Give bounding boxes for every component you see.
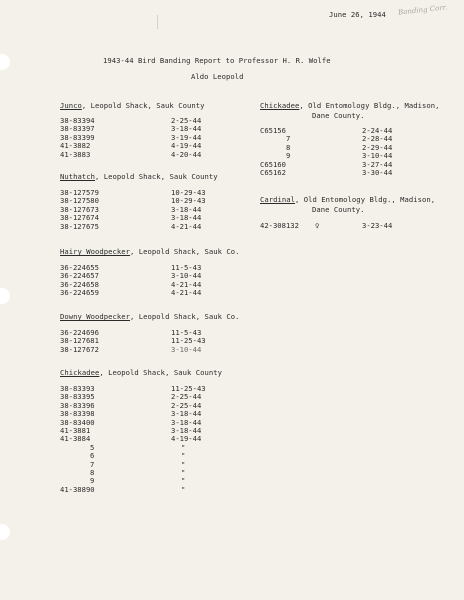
record-date: 11-25-43 <box>171 336 206 346</box>
band-records-junco <box>60 117 220 159</box>
band-number: 38-127580 <box>60 196 99 206</box>
band-number: 42-308132 <box>260 221 299 230</box>
section-heading-chickadee-sauk <box>60 368 222 377</box>
band-number: C65160 <box>260 159 286 169</box>
species-name: Hairy Woodpecker <box>60 247 131 256</box>
record-row <box>60 444 220 452</box>
sex-symbol: ♀ <box>315 221 320 230</box>
section-heading-nuthatch <box>60 172 218 181</box>
record-row <box>60 486 220 494</box>
report-title: 1943-44 Bird Banding Report to Professor H. R. Wolfe <box>103 56 331 65</box>
report-author: Aldo Leopold <box>191 72 244 81</box>
record-date: 3-27-44 <box>362 159 393 169</box>
record-date: 3-19-44 <box>171 132 202 142</box>
band-number: 41-3881 <box>60 425 91 435</box>
band-number: 41-38890 <box>60 484 95 494</box>
band-number: 38-127681 <box>60 336 99 346</box>
record-date: 3-23-44 <box>362 221 393 230</box>
record-date: 2-25-44 <box>171 116 202 125</box>
ditto-mark: " <box>181 484 186 494</box>
record-date: 4-21-44 <box>171 221 202 231</box>
record-row <box>60 469 220 477</box>
ditto-mark: " <box>181 476 186 486</box>
band-number: 36-224658 <box>60 279 99 289</box>
species-name: Junco <box>60 101 82 110</box>
record-date: 3-18-44 <box>171 417 202 427</box>
letter-date: June 26, 1944 <box>329 10 386 19</box>
record-date: 3-18-44 <box>171 124 202 134</box>
section-location: , Leopold Shack, Sauk Co. <box>130 312 240 321</box>
record-row <box>260 152 440 160</box>
binder-hole-top <box>0 54 10 70</box>
pencil-note: Banding Corr. <box>397 3 448 17</box>
band-records-chickadee-madison <box>260 127 440 177</box>
band-number: 6 <box>90 451 95 461</box>
ditto-mark: " <box>181 459 186 469</box>
record-date: 3-18-44 <box>171 204 202 214</box>
section-location: , Leopold Shack, Sauk County <box>99 368 222 377</box>
record-date: 11-25-43 <box>171 384 206 393</box>
band-number: 38-127673 <box>60 204 99 214</box>
band-number: 8 <box>90 467 95 477</box>
record-row <box>60 435 220 443</box>
record-date: 11-5-43 <box>171 328 202 337</box>
section-location: , Leopold Shack, Sauk County <box>81 101 205 110</box>
record-date: 2-25-44 <box>171 400 202 410</box>
band-number: C65156 <box>260 126 286 135</box>
record-date: 2-28-44 <box>362 134 393 144</box>
record-date: 11-5-43 <box>171 263 202 272</box>
species-name: Chickadee <box>260 101 300 110</box>
section-heading-chickadee-madison <box>260 101 439 110</box>
band-number: 36-224696 <box>60 328 99 337</box>
ditto-mark: " <box>181 467 186 477</box>
band-records-downy-woodpecker <box>60 329 220 354</box>
band-number: 38-83394 <box>60 116 95 125</box>
band-records-cardinal <box>260 222 440 230</box>
record-row <box>60 452 220 460</box>
band-number: 7 <box>90 459 95 469</box>
record-date: 10-29-43 <box>171 188 206 197</box>
ditto-mark: " <box>181 442 186 452</box>
binder-hole-middle <box>0 288 10 304</box>
record-row <box>60 461 220 469</box>
record-date: 10-29-43 <box>171 196 206 206</box>
section-location: , Leopold Shack, Sauk County <box>95 172 218 181</box>
record-date: 3-18-44 <box>171 213 202 223</box>
record-row <box>260 169 440 177</box>
section-heading-cardinal <box>260 195 435 204</box>
record-date: 2-24-44 <box>362 126 393 135</box>
species-name: Cardinal <box>260 195 296 204</box>
ditto-mark: " <box>181 451 186 461</box>
band-number: 7 <box>286 134 291 144</box>
section-location-county: Dane County. <box>312 111 365 120</box>
record-row <box>260 161 440 169</box>
band-number: 38-127674 <box>60 213 99 223</box>
band-number: 41-3882 <box>60 141 91 151</box>
record-date: 4-21-44 <box>171 279 202 289</box>
band-records-hairy-woodpecker <box>60 264 220 298</box>
section-location-county: Dane County. <box>312 205 365 214</box>
band-records-chickadee-sauk <box>60 385 220 494</box>
band-number: 38-83397 <box>60 124 95 134</box>
section-heading-downy-woodpecker <box>60 312 239 321</box>
band-number: 41-3883 <box>60 149 91 159</box>
band-number: 41-3884 <box>60 434 91 444</box>
record-date: 3-10-44 <box>171 271 202 281</box>
species-name: Chickadee <box>60 368 100 377</box>
band-number: 38-83399 <box>60 132 95 142</box>
section-location: , Leopold Shack, Sauk Co. <box>130 247 240 256</box>
band-number: 9 <box>90 476 95 486</box>
band-records-nuthatch <box>60 189 220 231</box>
species-name: Downy Woodpecker <box>60 312 131 321</box>
section-location: , Old Entomology Bldg., Madison, <box>299 101 440 110</box>
band-number: 36-224655 <box>60 263 99 272</box>
band-number: 38-127579 <box>60 188 99 197</box>
band-number: 38-83395 <box>60 392 95 402</box>
band-number: 38-83400 <box>60 417 95 427</box>
band-number: 36-224659 <box>60 288 99 298</box>
band-number: 36-224657 <box>60 271 99 281</box>
band-number: 38-127675 <box>60 221 99 231</box>
section-heading-junco <box>60 101 204 110</box>
band-number: 38-83398 <box>60 409 95 419</box>
record-date: 3-18-44 <box>171 409 202 419</box>
band-number: 8 <box>286 142 291 152</box>
section-location: , Old Entomology Bldg., Madison, <box>295 195 436 204</box>
record-date: 4-20-44 <box>171 149 202 159</box>
band-number: 38-127672 <box>60 344 99 354</box>
record-date: 4-19-44 <box>171 141 202 151</box>
record-row <box>60 289 220 297</box>
band-number: 9 <box>286 151 291 161</box>
band-number: C65162 <box>260 167 286 177</box>
record-row <box>60 223 220 231</box>
record-row <box>260 222 440 230</box>
record-row <box>60 151 220 159</box>
paper-mark <box>157 15 158 29</box>
record-date: 3-10-44 <box>362 151 393 161</box>
record-date: 3-10-44 <box>171 344 202 354</box>
record-row <box>60 346 220 354</box>
band-number: 38-83396 <box>60 400 95 410</box>
band-number: 38-83393 <box>60 384 95 393</box>
binder-hole-bottom <box>0 524 10 540</box>
record-date: 3-30-44 <box>362 167 393 177</box>
record-date: 3-18-44 <box>171 425 202 435</box>
section-heading-hairy-woodpecker <box>60 247 239 256</box>
band-number: 5 <box>90 442 95 452</box>
species-name: Nuthatch <box>60 172 96 181</box>
record-date: 4-21-44 <box>171 288 202 298</box>
record-date: 4-19-44 <box>171 434 202 444</box>
record-date: 2-29-44 <box>362 142 393 152</box>
record-date: 2-25-44 <box>171 392 202 402</box>
